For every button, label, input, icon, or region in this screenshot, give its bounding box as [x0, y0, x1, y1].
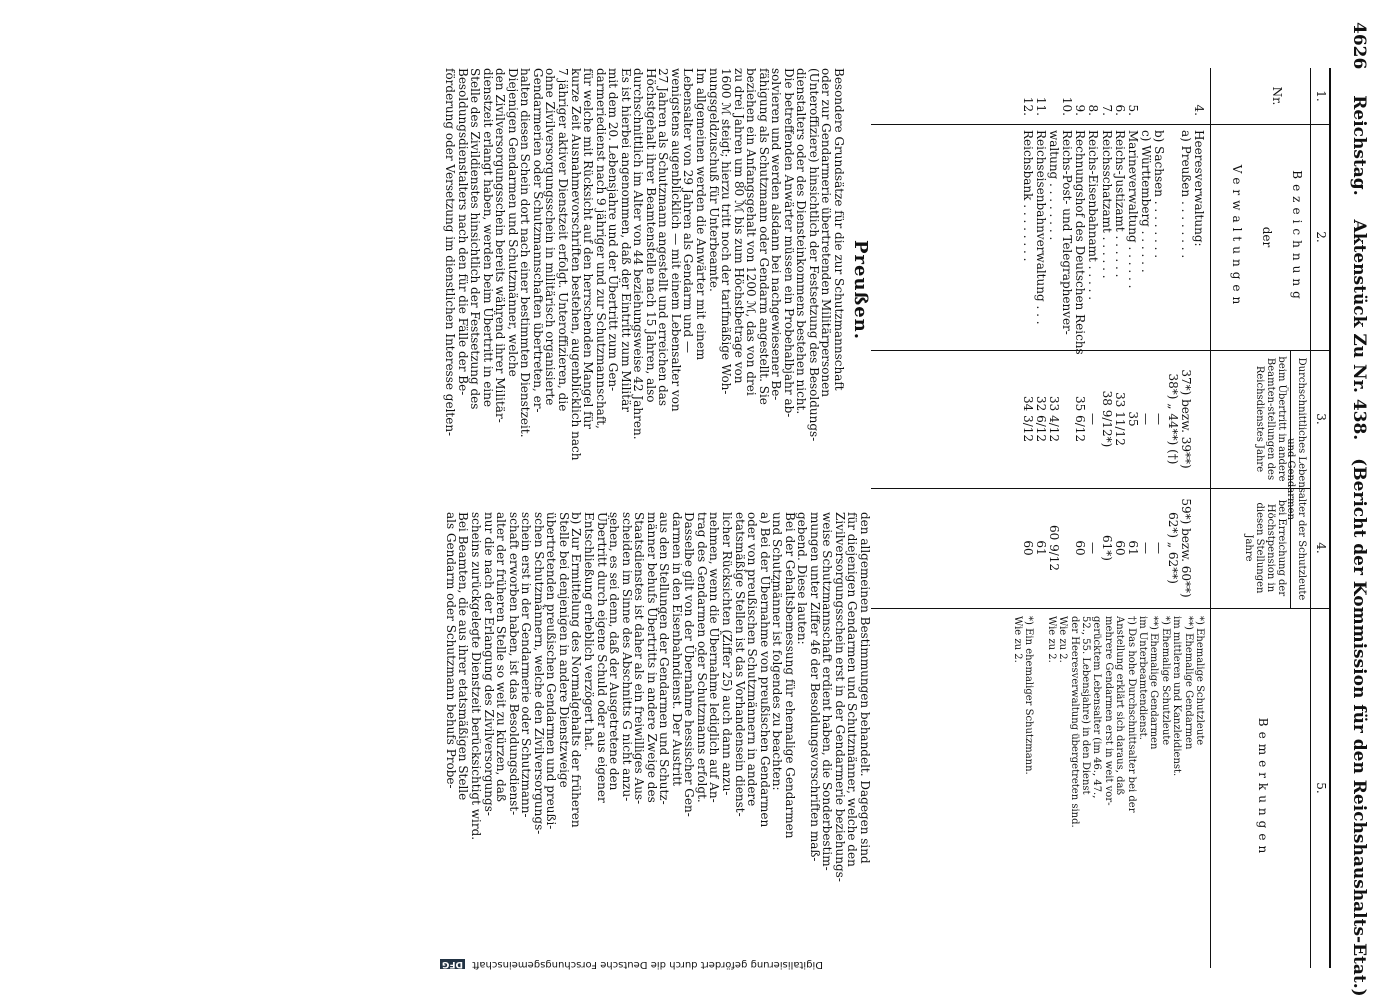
text-line: förderung oder Versetzung im dienstlichen Interesse gelten-: [443, 68, 458, 437]
row-number: 11.: [1033, 96, 1048, 116]
text-line: den Zivilversorgungsschein bereits während ihrer Militär-: [493, 68, 508, 423]
text-line: schein erst in der Gendarmerie oder Schutzmann-: [519, 512, 534, 818]
row-number: 8.: [1086, 104, 1101, 116]
text-line: Staatsdienstes ist daher als ein freiwilliges Aus-: [632, 512, 647, 805]
text-line: für diejenigen Gendarmen und Schutzmänner, welche den: [845, 512, 860, 867]
row-age-transfer: 35 6/12: [1073, 395, 1088, 443]
row-age-pension: 60: [1073, 540, 1088, 556]
left-paragraphs: [444, 68, 846, 478]
table-row: [1113, 68, 1126, 608]
row-age-pension: 62*) „ 62**): [1165, 512, 1180, 584]
row-name: a) Preußen . . . . . . . .: [1178, 130, 1193, 259]
remark-line: *) Ehemalige Schutzleute: [1159, 616, 1171, 746]
row-number: 12.: [1020, 96, 1035, 116]
col-number-1: 1.: [1314, 90, 1328, 102]
text-line: Besondere Grundsätze für die zur Schutzmannschaft: [832, 68, 846, 391]
row-name: c) Württemberg . . . . . .: [1139, 130, 1154, 273]
text-line: mungen unter Ziffer 46 der Besoldungsvorschriften maß-: [807, 512, 822, 862]
text-line: Gendarmerien oder Schutzmannschaften übertreten, er-: [530, 68, 545, 413]
text-line: trag des Gendarmen oder Schutzmanns erfolgt.: [694, 512, 709, 803]
text-line: darmeriedienst nach 9 jähriger und zur Schutzmannschaft,: [593, 68, 608, 429]
row-age-transfer: 32 6/12: [1033, 395, 1048, 443]
remark-line: Wie zu 2.: [1011, 616, 1023, 663]
col4-header: bei Erreichung der Höchstpension in diesen Stellungen Jahre: [1243, 499, 1287, 597]
table-row: [1020, 68, 1033, 608]
remark-line: Wie zu 2.: [1057, 616, 1069, 663]
row-age-transfer: 35: [1126, 411, 1141, 427]
left-text-column: [444, 68, 846, 478]
row-name: Reichsbank . . . . . . . .: [1020, 130, 1035, 262]
table-row: [1047, 68, 1060, 608]
text-line: a) Bei der Übernahme von preußischen Gendarmen: [757, 512, 772, 828]
text-line: dienstzeit erlangt haben, werden beim Übertritt in eine: [480, 68, 495, 408]
row-age-pension: 61: [1126, 540, 1141, 556]
remark-line: *) Ehemalige Schutzleute: [1194, 616, 1205, 746]
text-line: Besoldungsdienstalters nach den für die Fälle der Be-: [455, 68, 470, 396]
row-number: 9.: [1073, 104, 1088, 116]
remark-line: †) Das hohe Durchschnittsalter bei der: [1125, 616, 1137, 813]
table-row: [1086, 68, 1099, 608]
row-age-transfer: —: [1152, 413, 1167, 425]
text-line: mit dem 20. Lebensjahre und der Übertritt zum Gen-: [606, 68, 621, 392]
dfg-logo: DFG: [441, 959, 463, 969]
row-number: 4.: [1192, 104, 1206, 116]
row-number: 5.: [1126, 104, 1141, 116]
row-age-transfer: 33 4/12: [1046, 395, 1061, 443]
table-row: [1034, 68, 1047, 608]
text-line: Höchstgehalt ihrer Beamtenstelle nach 15 Jahren, also: [643, 68, 658, 403]
text-line: Diejenigen Gendarmen und Schutzmänner, welche: [505, 68, 520, 377]
text-line: 7 jähriger aktiver Dienstzeit erfolgt. Unteroffizieren, die: [555, 68, 570, 412]
text-line: gebend. Diese lauten:: [795, 512, 810, 645]
text-line: schen Schutzmännern, welche den Zivilversorgungs-: [531, 512, 546, 835]
row-age-transfer: 33 11/12: [1112, 392, 1127, 446]
row-name: Reichseisenbahnverwaltung . . .: [1033, 130, 1048, 325]
remark-line: 52., 55. Lebensjahre) in den Dienst: [1080, 616, 1092, 795]
text-line: für welche mit Rücksicht auf den herrschenden Mangel für: [581, 68, 596, 430]
header-parenthetical: (Bericht der Kommission für den Reichshaushalts-Etat.): [1349, 458, 1369, 997]
col-number-4: 4.: [1314, 542, 1328, 554]
row-name: Reichs-Justizamt . . . . . .: [1112, 130, 1127, 278]
row-age-pension: 61: [1033, 540, 1048, 556]
text-line: Bei Beamten, die aus ihrer etatsmäßigen Stelle: [456, 512, 471, 801]
right-text-column: [444, 512, 871, 932]
row-age-pension: 60: [1112, 540, 1127, 556]
page-number: 4626: [1349, 22, 1369, 70]
text-line: Es ist hierbei angenommen, daß der Eintritt zum Militär: [618, 68, 633, 412]
remark-line: gerücktem Lebensalter (im 46., 47.,: [1091, 616, 1103, 799]
text-line: als Gendarm oder Schutzmann behufs Probe-: [443, 512, 458, 789]
table-row: [1152, 68, 1165, 608]
text-line: durchschnittlich im Alter von 44 beziehungsweise 42 Jahren.: [631, 68, 646, 440]
row-age-pension: —: [1152, 542, 1167, 554]
table-body: [1020, 68, 1205, 608]
row-age-pension: 60 9/12: [1046, 524, 1061, 572]
text-line: nehmen, wenn die Übernahme lediglich auf An-: [707, 512, 722, 803]
header-subtitle: Aktenstück Zu Nr. 438.: [1349, 219, 1369, 441]
text-line: Entschließung erheblich verzögert hat.: [581, 512, 596, 751]
row-age-transfer: 38*) „ 44**) (†): [1165, 373, 1180, 465]
text-line: sehen, es sei denn, daß der Ausgetretene den: [607, 512, 622, 791]
text-line: etatsmäßige Stellen ist das Vorhandensein dienst-: [732, 512, 747, 817]
text-line: nungsgeldzuschuß für Unterbeamte.: [706, 68, 721, 292]
header-title: Reichstag.: [1349, 95, 1369, 196]
col-number-2: 2.: [1314, 231, 1328, 243]
table-row: [1073, 68, 1086, 608]
text-line: Übertritt durch eigene Schuld oder aus eigener: [594, 512, 609, 803]
row-age-transfer: 34 3/12: [1020, 395, 1035, 443]
table-row: [1179, 68, 1192, 608]
text-line: halten diesen Schein dort nach einer bestimmten Dienstzeit.: [518, 68, 533, 438]
row-name: b) Sachsen . . . . . . . .: [1152, 130, 1167, 259]
table-row: [1192, 68, 1205, 608]
text-line: 27 Jahren als Schutzmann angestellt und erreichen das: [656, 68, 671, 407]
row-age-pension: —: [1139, 542, 1154, 554]
text-line: zu drei Jahren um 80 ℳ bis zum Höchstbetrage von: [731, 68, 746, 384]
text-line: licher Rücksichten (Ziffer 25) auch dann anzu-: [719, 512, 734, 796]
row-age-transfer: —: [1086, 413, 1101, 425]
text-line: und Schutzmänner ist folgendes zu beachten:: [770, 512, 785, 791]
text-line: Stelle des Zivildienstes hinsichtlich der Festsetzung des: [468, 68, 483, 410]
row-number: 7.: [1099, 104, 1114, 116]
text-line: Zivilversorgungsschein erst in der Gendarmerie beziehungs-: [832, 512, 847, 882]
remark-line: Wie zu 2.: [1045, 616, 1057, 663]
right-paragraphs: [444, 512, 871, 932]
remark-line: Anstellung erklärt sich daraus, daß: [1114, 616, 1126, 796]
remark-line: [1034, 616, 1045, 966]
text-line: oder von preußischen Schutzmännern in andere: [745, 512, 760, 807]
col2-header-line3: Verwaltungen: [1230, 164, 1244, 310]
text-line: männer behufs Übertritts in andere Zweige des: [644, 512, 659, 803]
text-line: alter der früheren Stelle so weit zu kürzen, daß: [494, 512, 509, 802]
col34-group-header: Durchschnittliches Lebensalter der Schutzleute und Gendarmen: [1285, 357, 1307, 601]
row-age-pension: 59*) bezw. 60**): [1178, 498, 1193, 598]
text-line: oder zur Gendarmerie übertretenden Militärpersonen: [819, 68, 834, 397]
table-row: [1139, 68, 1152, 608]
table-row: [1060, 68, 1073, 608]
text-line: weise Schutzmannschaft erdient haben, die Sonderbestim-: [820, 512, 835, 871]
remark-line: mehrere Gendarmen erst in weit vor-: [1102, 616, 1114, 806]
row-name: Reichsschatzamt . . . . . .: [1099, 130, 1114, 279]
margin-note-text: Digitalisierung gefördert durch die Deutsche Forschungsgemeinschaft: [472, 959, 823, 970]
text-line: Dasselbe gilt von der Übernahme hessischer Gen-: [682, 512, 697, 817]
text-line: scheins zurückgelegte Dienstzeit berücksichtigt wird.: [469, 512, 484, 841]
table-row: [1165, 68, 1178, 608]
table-row: [1126, 68, 1139, 608]
col5-header: Bemerkungen: [1256, 717, 1270, 859]
text-line: darmen in den Eisenbahndienst. Der Austritt: [669, 512, 684, 787]
row-age-pension: 60: [1020, 540, 1035, 556]
text-line: Stelle bei denjenigen in andere Dienstzweige: [556, 512, 571, 788]
row-name: waltung . . . . . . . .: [1046, 130, 1061, 241]
row-age-transfer: —: [1139, 413, 1154, 425]
row-name: Marineverwaltung . . . . . .: [1126, 130, 1141, 289]
text-line: beziehen ein Anfangsgehalt von 1200 ℳ, das von drei: [744, 68, 759, 396]
text-line: wenigstens augenblicklich — mit einem Lebensalter von: [668, 68, 683, 412]
data-table: [871, 68, 1331, 968]
remark-line: im Unterbeamtendienst.: [1137, 616, 1149, 740]
row-age-pension: —: [1086, 542, 1101, 554]
remark-line: im mittleren und Kanzleidienst.: [1171, 616, 1183, 777]
row-age-transfer: 37*) bezw. 39**): [1178, 369, 1193, 469]
text-line: Im allgemeinen werden die Anwärter mit einem: [693, 68, 708, 361]
row-age-pension: 61*): [1099, 535, 1114, 561]
col2-header-line2: der: [1260, 226, 1274, 248]
text-line: solvieren und werden alsdann bei nachgewiesener Be-: [769, 68, 784, 401]
col-number-5: 5.: [1314, 782, 1328, 794]
col3-header: beim Übertritt in andere Beamten-stellungen des Reichsdienstes Jahre: [1254, 356, 1287, 482]
text-line: Lebensalter von 29 Jahren als Gendarm und —: [681, 68, 696, 354]
row-name: Heeresverwaltung:: [1192, 130, 1206, 247]
text-line: scheiden im Sinne des Abschnitts G nicht anzu-: [619, 512, 634, 802]
text-line: schaft erworben haben, ist das Besoldungsdienst-: [506, 512, 521, 816]
row-number: 10.: [1060, 96, 1075, 116]
text-line: Die betreffenden Anwärter müssen ein Probehalbjahr ab-: [781, 68, 796, 418]
text-line: ohne Zivilversorgungsschein in militärisch organisierte: [543, 68, 558, 406]
text-line: aus den Stellungen der Gendarmen und Schutz-: [657, 512, 672, 805]
text-line: 1600 ℳ steigt; hierzu tritt noch der tarifmäßige Woh-: [719, 68, 734, 395]
text-line: b) Zur Ermittelung des Normalgehalts der früheren: [569, 512, 584, 828]
row-number: 6.: [1112, 104, 1127, 116]
section-title: Preußen.: [850, 240, 871, 341]
col1-header: Nr.: [1270, 86, 1284, 106]
remark-line: **) Ehemalige Gendarmen: [1148, 616, 1160, 750]
text-line: (Unteroffiziere) hinsichtlich der Festsetzung des Besoldungs-: [806, 68, 821, 442]
remark-line: *) Ein ehemaliger Schutzmann.: [1023, 616, 1035, 775]
table-row: [1100, 68, 1113, 608]
text-line: kurze Zeit Ausnahmevorschriften bestehen, augenblicklich nach: [568, 68, 583, 461]
row-name: Reichs-Eisenbahnamt . . . . .: [1086, 130, 1101, 301]
page-header: [1341, 22, 1369, 997]
text-line: fähigung als Schutzmann oder Gendarm angestellt. Sie: [756, 68, 771, 405]
row-name: Reichs-Post- und Telegraphenver-: [1060, 130, 1075, 335]
remarks-column: [1011, 616, 1205, 966]
margin-note: [3, 950, 823, 994]
text-line: den allgemeinen Bestimmungen behandelt. Dagegen sind: [858, 512, 872, 864]
col-number-3: 3.: [1314, 413, 1328, 425]
text-line: nur die nach der Erlangung des Zivilversorgungs-: [481, 512, 496, 816]
remark-line: der Heeresverwaltung übergetreten sind.: [1068, 616, 1080, 828]
text-line: übertretenden preußischen Gendarmen und preußi-: [544, 512, 559, 830]
text-line: Bei der Gehaltsbemessung für ehemalige Gendarmen: [782, 512, 797, 839]
row-age-transfer: 38 9/12*): [1099, 390, 1114, 448]
row-name: Rechnungshof des Deutschen Reichs: [1073, 130, 1088, 355]
remark-line: **) Ehemalige Gendarmen: [1182, 616, 1194, 750]
col2-header-line1: Bezeichnung: [1290, 170, 1304, 304]
remarks-list: [1011, 616, 1205, 966]
text-line: dienstalters oder des Diensteinkommens bestehen nicht.: [794, 68, 809, 415]
